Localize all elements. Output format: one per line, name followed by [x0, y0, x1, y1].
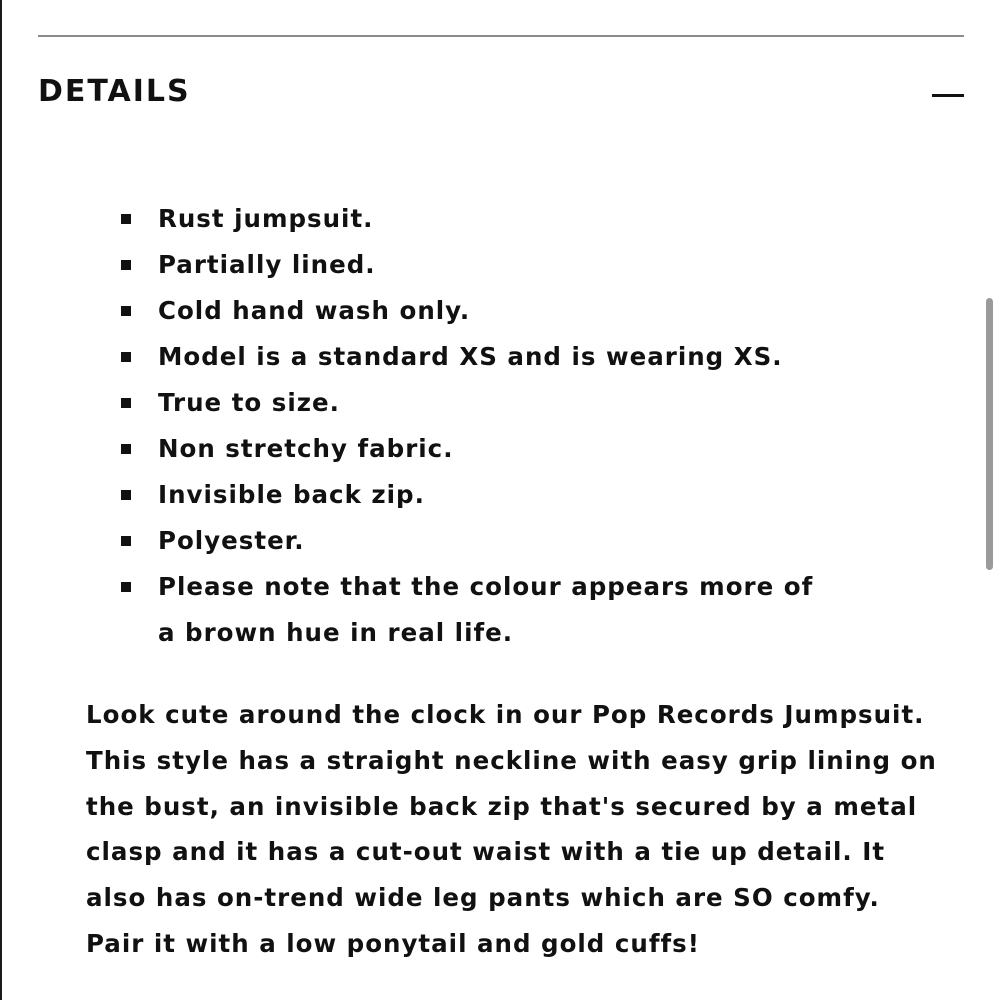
list-item — [0, 472, 838, 518]
list-item — [0, 288, 838, 334]
square-bullet-icon — [121, 582, 131, 592]
square-bullet-icon — [121, 214, 131, 224]
list-item — [0, 380, 838, 426]
list-item-text: True to size. — [158, 388, 340, 417]
list-item-text: Rust jumpsuit. — [158, 204, 374, 233]
list-item-text: Cold hand wash only. — [158, 296, 471, 325]
list-item — [0, 242, 838, 288]
square-bullet-icon — [121, 536, 131, 546]
list-item — [0, 196, 838, 242]
square-bullet-icon — [121, 398, 131, 408]
product-description: Look cute around the clock in our Pop Records Jumpsuit. This style has a straight neckline with easy grip lining on the bust, an invisible back zip that's secured by a metal clasp and it has a cut-out waist with a tie up detail. It also has on-trend wide leg pants which are SO comfy. Pair it with a low ponytail and gold cuffs! — [86, 700, 937, 958]
scrollbar-thumb[interactable] — [986, 298, 993, 570]
section-divider — [38, 35, 964, 37]
details-title: DETAILS — [38, 74, 191, 109]
minus-icon — [932, 94, 964, 97]
list-item — [0, 426, 838, 472]
square-bullet-icon — [121, 352, 131, 362]
list-item-text: Invisible back zip. — [158, 480, 425, 509]
list-item-text: Non stretchy fabric. — [158, 434, 454, 463]
details-list — [0, 196, 900, 656]
list-item-text: Model is a standard XS and is wearing XS. — [158, 342, 783, 371]
list-item-text: Please note that the colour appears more of a brown hue in real life. — [158, 572, 814, 647]
list-item-text: Partially lined. — [158, 250, 376, 279]
details-accordion-header[interactable] — [38, 62, 964, 124]
list-item — [0, 518, 838, 564]
square-bullet-icon — [121, 306, 131, 316]
list-item — [0, 334, 838, 380]
list-item — [0, 564, 838, 656]
square-bullet-icon — [121, 260, 131, 270]
square-bullet-icon — [121, 490, 131, 500]
list-item-text: Polyester. — [158, 526, 305, 555]
square-bullet-icon — [121, 444, 131, 454]
collapse-toggle-button[interactable] — [920, 80, 964, 110]
